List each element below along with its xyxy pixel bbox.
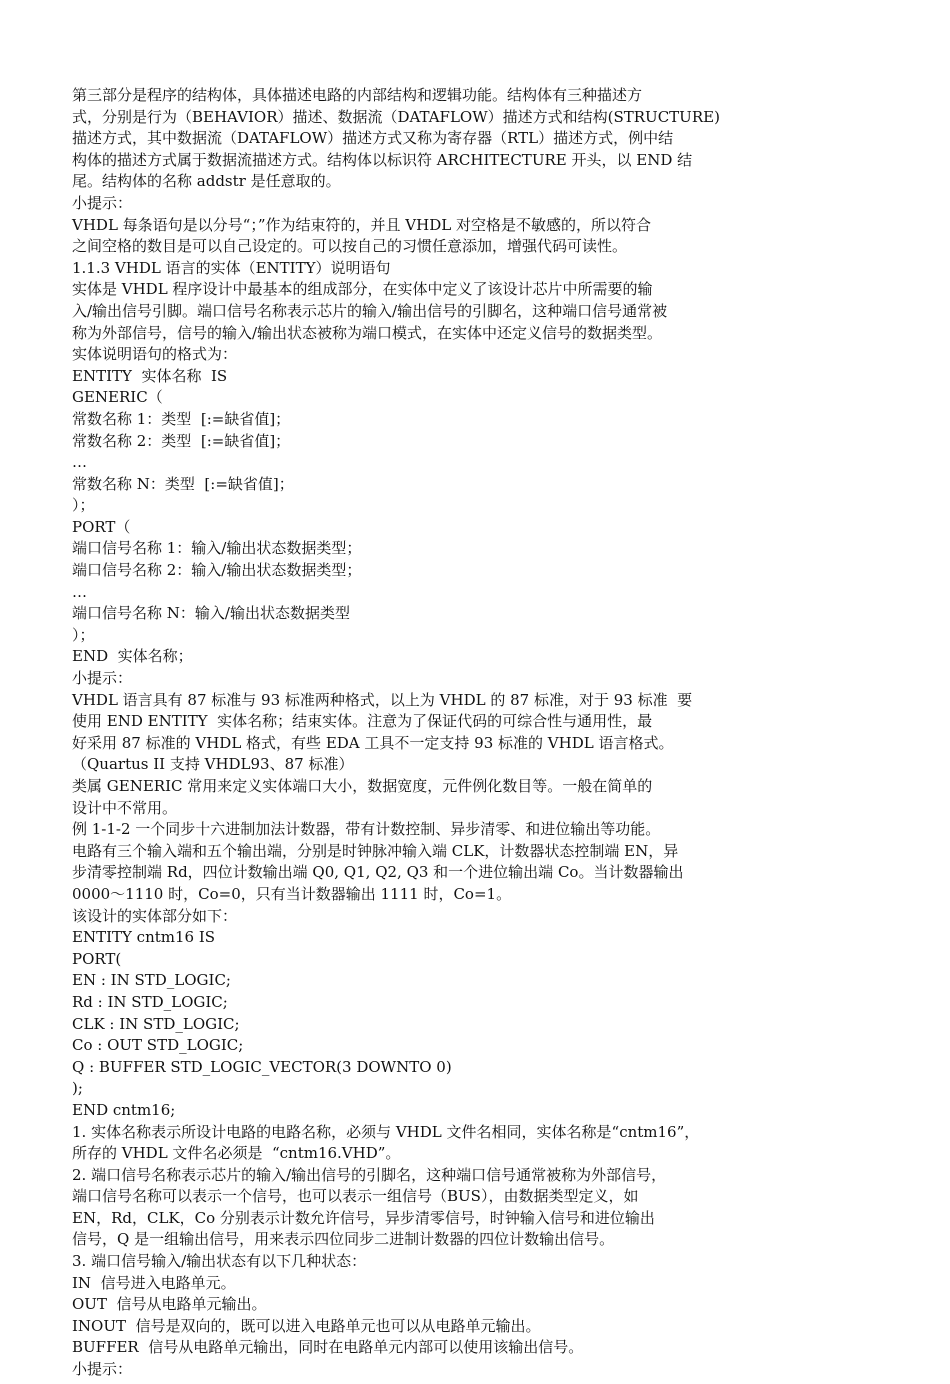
text-line: 式，分别是行为（BEHAVIOR）描述、数据流（DATAFLOW）描述方式和结构(STRUCTURE) bbox=[72, 107, 720, 126]
text-line: 小提示： bbox=[72, 669, 133, 688]
text-line: ENTITY cntm16 IS bbox=[72, 928, 216, 947]
text-line: 类属 GENERIC 常用来定义实体端口大小，数据宽度，元件例化数目等。一般在简单的 bbox=[72, 777, 653, 795]
document-page bbox=[72, 85, 772, 1381]
text-line: VHDL 语言具有 87 标准与 93 标准两种格式，以上为 VHDL 的 87 标准，对于 93 标准 要 bbox=[72, 690, 693, 709]
text-line: 3. 端口信号输入/输出状态有以下几种状态： bbox=[72, 1252, 367, 1271]
text-line: ）； bbox=[72, 496, 95, 515]
text-line: IN 信号进入电路单元。 bbox=[72, 1273, 236, 1292]
text-line: 常数名称 N：类型 [:=缺省值]； bbox=[72, 474, 294, 493]
text-line: PORT（ bbox=[72, 517, 131, 536]
text-line: INOUT 信号是双向的，既可以进入电路单元也可以从电路单元输出。 bbox=[72, 1316, 541, 1335]
text-line: PORT( bbox=[72, 949, 122, 968]
text-line: EN : IN STD_LOGIC; bbox=[72, 971, 231, 990]
text-line: ENTITY 实体名称 IS bbox=[72, 366, 228, 385]
text-line: 描述方式，其中数据流（DATAFLOW）描述方式又称为寄存器（RTL）描述方式，例中结 bbox=[72, 129, 674, 148]
text-line: 实体是 VHDL 程序设计中最基本的组成部分，在实体中定义了该设计芯片中所需要的输 bbox=[72, 280, 653, 299]
text-line: 信号，Q 是一组输出信号，用来表示四位同步二进制计数器的四位计数输出信号。 bbox=[72, 1230, 615, 1249]
text-line: ）； bbox=[72, 625, 95, 644]
text-line: 好采用 87 标准的 VHDL 格式，有些 EDA 工具不一定支持 93 标准的 VHDL 语言格式。 bbox=[72, 733, 674, 752]
text-line: CLK : IN STD_LOGIC; bbox=[72, 1014, 240, 1033]
text-line: 尾。结构体的名称 addstr 是任意取的。 bbox=[72, 172, 341, 191]
text-line: VHDL 每条语句是以分号“；”作为结束符的，并且 VHDL 对空格是不敏感的，所以符合 bbox=[72, 215, 651, 234]
text-line: 0000～1110 时，Co=0，只有当计数器输出 1111 时，Co=1。 bbox=[72, 884, 512, 903]
text-line: 小提示： bbox=[72, 1360, 133, 1379]
text-line: 端口信号名称可以表示一个信号，也可以表示一组信号（BUS），由数据类型定义，如 bbox=[72, 1187, 639, 1206]
text-line: Co : OUT STD_LOGIC; bbox=[72, 1036, 244, 1055]
text-line: 1.1.3 VHDL 语言的实体（ENTITY）说明语句 bbox=[72, 258, 391, 277]
text-line: 实体说明语句的格式为： bbox=[72, 345, 238, 364]
text-line: … bbox=[72, 582, 87, 601]
text-line: 小提示： bbox=[72, 193, 133, 212]
text-line: OUT 信号从电路单元输出。 bbox=[72, 1295, 267, 1314]
text-line: BUFFER 信号从电路单元输出，同时在电路单元内部可以使用该输出信号。 bbox=[72, 1338, 584, 1357]
text-line: Q : BUFFER STD_LOGIC_VECTOR(3 DOWNTO 0) bbox=[72, 1057, 452, 1076]
text-line: 称为外部信号，信号的输入/输出状态被称为端口模式，在实体中还定义信号的数据类型。 bbox=[72, 323, 663, 342]
text-line: 常数名称 1：类型 [:=缺省值]； bbox=[72, 409, 291, 428]
text-line: 使用 END ENTITY 实体名称；结束实体。注意为了保证代码的可综合性与通用性，最 bbox=[72, 712, 653, 731]
text-line: 1. 实体名称表示所设计电路的电路名称，必须与 VHDL 文件名相同，实体名称是“cntm16”， bbox=[72, 1122, 700, 1141]
text-line: 设计中不常用。 bbox=[72, 798, 178, 817]
text-line: 构体的描述方式属于数据流描述方式。结构体以标识符 ARCHITECTURE 开头，以 END 结 bbox=[72, 150, 693, 169]
text-line: 之间空格的数目是可以自己设定的。可以按自己的习惯任意添加，增强代码可读性。 bbox=[72, 237, 628, 256]
text-line: 步清零控制端 Rd，四位计数输出端 Q0, Q1, Q2, Q3 和一个进位输出端 Co。当计数器输出 bbox=[72, 863, 684, 882]
text-line: END 实体名称； bbox=[72, 647, 193, 666]
text-line: 例 1-1-2 一个同步十六进制加法计数器，带有计数控制、异步清零、和进位输出等功能。 bbox=[72, 820, 661, 839]
text-line: ); bbox=[72, 1079, 83, 1098]
text-line: 该设计的实体部分如下： bbox=[72, 906, 238, 925]
text-line: 常数名称 2：类型 [:=缺省值]； bbox=[72, 431, 291, 450]
text-line: 端口信号名称 2：输入/输出状态数据类型； bbox=[72, 561, 362, 580]
text-line: 2. 端口信号名称表示芯片的输入/输出信号的引脚名，这种端口信号通常被称为外部信号， bbox=[72, 1165, 667, 1184]
text-line: 端口信号名称 1：输入/输出状态数据类型； bbox=[72, 539, 362, 558]
text-line: GENERIC（ bbox=[72, 388, 163, 407]
text-line: EN，Rd，CLK，Co 分别表示计数允许信号，异步清零信号，时钟输入信号和进位输出 bbox=[72, 1208, 655, 1227]
text-line: Rd : IN STD_LOGIC; bbox=[72, 992, 228, 1011]
text-line: 第三部分是程序的结构体，具体描述电路的内部结构和逻辑功能。结构体有三种描述方 bbox=[72, 86, 643, 104]
text-line: 端口信号名称 N：输入/输出状态数据类型 bbox=[72, 604, 350, 623]
text-line: 所存的 VHDL 文件名必须是 “cntm16.VHD”。 bbox=[72, 1144, 401, 1163]
text-line: 电路有三个输入端和五个输出端，分别是时钟脉冲输入端 CLK，计数器状态控制端 EN，异 bbox=[72, 841, 679, 860]
text-line: 入/输出信号引脚。端口信号名称表示芯片的输入/输出信号的引脚名，这种端口信号通常被 bbox=[72, 301, 668, 320]
text-line: （Quartus II 支持 VHDL93、87 标准） bbox=[72, 755, 354, 774]
text-line: … bbox=[72, 453, 87, 472]
text-line: END cntm16; bbox=[72, 1100, 176, 1119]
